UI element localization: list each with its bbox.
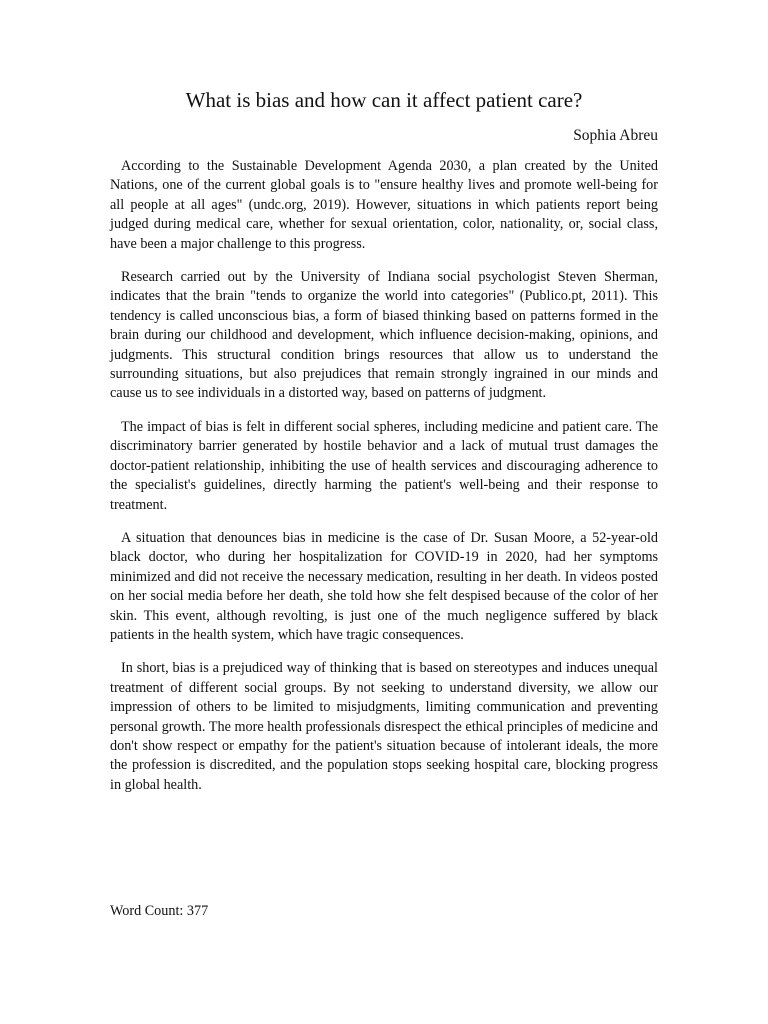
paragraph-4: A situation that denounces bias in medicine is the case of Dr. Susan Moore, a 52-year-old black doctor, who during her hospitalization for COVID-19 in 2020, had her symptoms minimized and did not receive the necessary medication, resulting in her death. In videos posted on her social media before her death, she told how she felt despised because of the color of her skin. This event, although revolting, is just one of the much negligence suffered by black patients in the health system, which have tragic consequences. [110, 529, 658, 643]
author-name: Sophia Abreu [573, 127, 658, 144]
paragraph-5: In short, bias is a prejudiced way of thinking that is based on stereotypes and induces unequal treatment of different social groups. By not seeking to understand diversity, we allow our impression of others to be limited to misjudgments, limiting communication and preventing personal growth. The more health professionals disrespect the ethical principles of medicine and don't show respect or empathy for the patient's situation because of intolerant ideals, the more the profession is discredited, and the population stops seeking hospital care, blocking progress in global health. [110, 660, 658, 793]
paragraph-1: According to the Sustainable Development Agenda 2030, a plan created by the United Nations, one of the current global goals is to "ensure healthy lives and promote well-being for all people at all ages" (undc.org, 2019). However, situations in which patients report being judged during medical care, whether for sexual orientation, color, nationality, or, social class, have been a major challenge to this progress. [110, 158, 658, 252]
paragraph-3: The impact of bias is felt in different social spheres, including medicine and patient care. The discriminatory barrier generated by hostile behavior and a lack of mutual trust damages the doctor-patient relationship, inhibiting the use of health services and discouraging adherence to the specialist's guidelines, directly harming the patient's well-being and their response to treatment. [110, 418, 658, 513]
paragraph-2: Research carried out by the University of Indiana social psychologist Steven Sherman, indicates that the brain "tends to organize the world into categories" (Publico.pt, 2011). This tendency is called unconscious bias, a form of biased thinking based on patterns formed in the brain during our childhood and development, which influence decision-making, opinions, and judgments. This structural condition brings resources that allow us to understand the surrounding situations, but also prejudices that remain strongly ingrained in our minds and cause us to see individuals in a distorted way, based on patterns of judgment. [110, 269, 658, 402]
word-count: Word Count: 377 [110, 903, 209, 919]
document-body [110, 157, 658, 809]
document-title: What is bias and how can it affect patient care? [185, 88, 583, 112]
